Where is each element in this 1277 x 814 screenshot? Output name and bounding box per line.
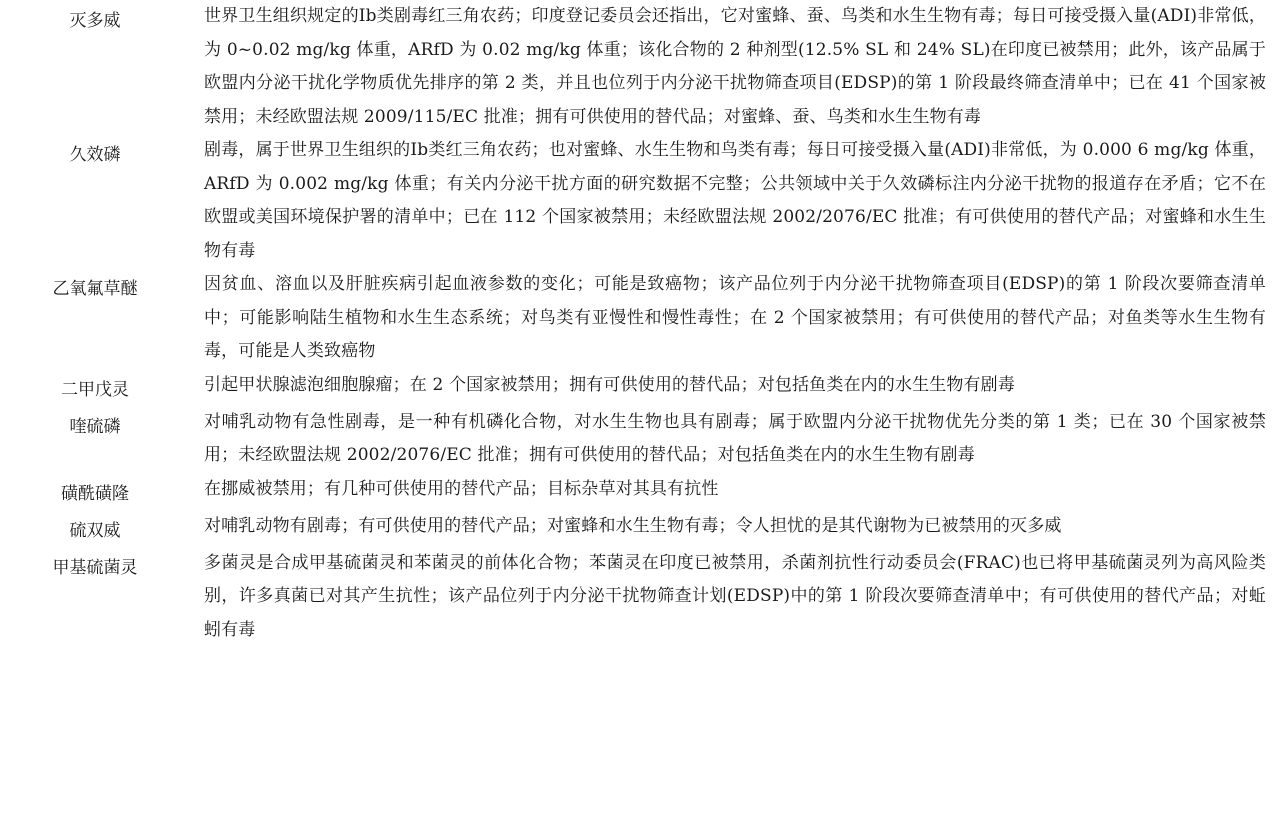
pesticide-description: 在挪威被禁用；有几种可供使用的替代产品；目标杂草对其具有抗性 [204,478,719,499]
pesticide-name: 二甲戊灵 [61,379,129,400]
pesticide-description: 引起甲状腺滤泡细胞腺瘤；在 2 个国家被禁用；拥有可供使用的替代品；对包括鱼类在内的水生生物有剧毒 [204,374,1015,395]
pesticide-name: 硫双威 [69,520,121,541]
pesticide-name: 磺酰磺隆 [61,483,129,504]
table-row [0,473,1277,510]
pesticide-description: 多菌灵是合成甲基硫菌灵和苯菌灵的前体化合物；苯菌灵在印度已被禁用，杀菌剂抗性行动委员会(FRAC)也已将甲基硫菌灵列为高风险类别，许多真菌已对其产生抗性；该产品位列于内分泌干扰物筛查计划(EDSP)中的第 1 阶段次要筛查清单中；有可供使用的替代产品；对蚯蚓有毒 [204,552,1266,640]
table-row [0,547,1277,648]
table-row [0,369,1277,406]
pesticide-description: 对哺乳动物有剧毒；有可供使用的替代产品；对蜜蜂和水生生物有毒；令人担忧的是其代谢物为已被禁用的灭多威 [204,515,1062,536]
table-row [0,268,1277,369]
pesticide-description: 世界卫生组织规定的Ⅰb类剧毒红三角农药；印度登记委员会还指出，它对蜜蜂、蚕、鸟类和水生生物有毒；每日可接受摄入量(ADI)非常低，为 0~0.02 mg/kg 体重，ARfD 为 0.02 mg/kg 体重；该化合物的 2 种剂型(12.5% SL 和 24% SL)在印度已被禁用；此外，该产品属于欧盟内分泌干扰化学物质优先排序的第 2 类，并且也位列于内分泌干扰物筛查项目(EDSP)的第 1 阶段最终筛查清单中；已在 41 个国家被禁用；未经欧盟法规 2009/115/EC 批准；拥有可供使用的替代品；对蜜蜂、蚕、鸟类和水生生物有毒 [204,6,1266,127]
pesticide-description: 剧毒，属于世界卫生组织的Ⅰb类红三角农药；也对蜜蜂、水生生物和鸟类有毒；每日可接受摄入量(ADI)非常低，为 0.000 6 mg/kg 体重，ARfD 为 0.002 mg/kg 体重；有关内分泌干扰方面的研究数据不完整；公共领域中关于久效磷标注内分泌干扰物的报道存在矛盾；它不在欧盟或美国环境保护署的清单中；已在 112 个国家被禁用；未经欧盟法规 2002/2076/EC 批准；有可供使用的替代产品；对蜜蜂和水生生物有毒 [204,140,1266,261]
pesticide-name: 灭多威 [69,11,121,31]
table-row [0,134,1277,268]
pesticide-name: 乙氧氟草醚 [52,279,138,299]
table-row [0,510,1277,547]
table-row [0,0,1277,134]
table-row [0,406,1277,473]
pesticide-name: 久效磷 [69,145,121,165]
pesticide-name: 甲基硫菌灵 [52,557,138,578]
pesticide-name: 喹硫磷 [69,416,121,437]
pesticide-description: 因贫血、溶血以及肝脏疾病引起血液参数的变化；可能是致癌物；该产品位列于内分泌干扰物筛查项目(EDSP)的第 1 阶段次要筛查清单中；可能影响陆生植物和水生生态系统；对鸟类有亚慢性和慢性毒性；在 2 个国家被禁用；有可供使用的替代产品；对鱼类等水生生物有毒，可能是人类致癌物 [204,274,1266,361]
pesticide-description: 对哺乳动物有急性剧毒，是一种有机磷化合物，对水生生物也具有剧毒；属于欧盟内分泌干扰物优先分类的第 1 类；已在 30 个国家被禁用；未经欧盟法规 2002/2076/EC 批准；拥有可供使用的替代品；对包括鱼类在内的水生生物有剧毒 [204,411,1266,465]
